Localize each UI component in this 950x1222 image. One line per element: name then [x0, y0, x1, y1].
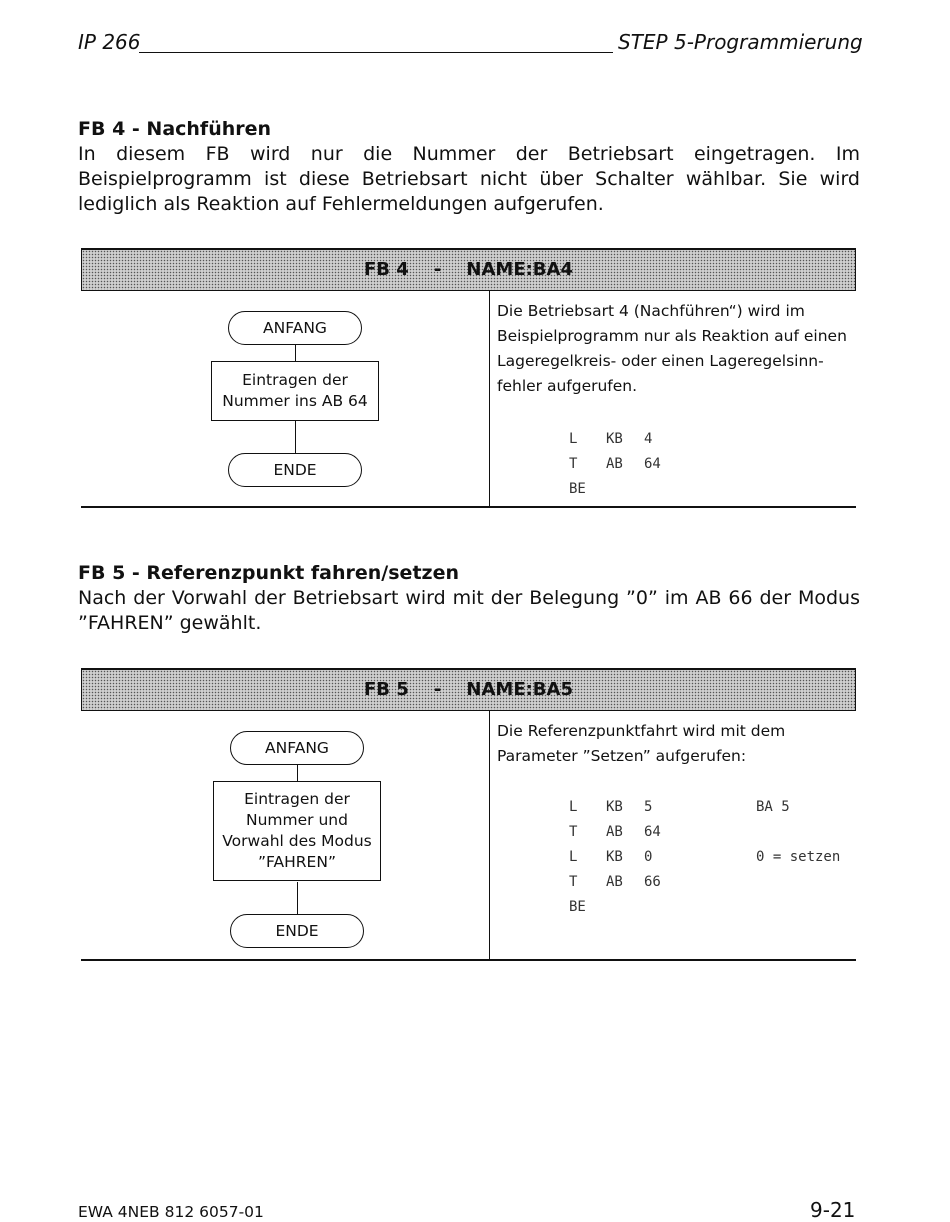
- section-body-fb5: Nach der Vorwahl der Betriebsart wird mit der Belegung ”0” im AB 66 der Modus ”FAHREN” gewählt.: [78, 587, 860, 634]
- fb4-start-terminal: ANFANG: [228, 311, 362, 345]
- fb4-flowchart: [81, 291, 490, 506]
- code-line: L KB 4: [569, 431, 653, 447]
- fb5-table-header: [81, 670, 856, 711]
- fb5-end-terminal: ENDE: [230, 914, 364, 948]
- fb5-connector-2: [297, 882, 298, 915]
- fb4-code-block: [569, 427, 756, 502]
- header-subtitle: STEP 5-Programmierung: [618, 30, 863, 54]
- fb4-connector-1: [295, 345, 296, 362]
- fb4-table: [81, 248, 856, 508]
- page-number: 9-21: [810, 1198, 856, 1222]
- fb5-table-body: [81, 711, 856, 959]
- code-line: BE: [569, 481, 586, 497]
- fb4-description: Die Betriebsart 4 (Nachführen“) wird im Beispielprogramm nur als Reaktion auf einen Lageregelkreis- oder einen Lageregelsinn-fehler aufgerufen.: [497, 302, 847, 395]
- code-line: L KB 5 BA 5: [569, 799, 790, 815]
- fb5-table: [81, 668, 856, 961]
- section-title-fb5: FB 5 - Referenzpunkt fahren/setzen: [78, 562, 459, 584]
- code-line: T AB 66: [569, 874, 661, 890]
- code-line: T AB 64: [569, 456, 661, 472]
- fb4-process-text: Eintragen der Nummer ins AB 64: [222, 371, 368, 410]
- fb5-connector-1: [297, 765, 298, 782]
- section-title-fb4: FB 4 - Nachführen: [78, 118, 272, 140]
- code-line: L KB 0 0 = setzen: [569, 849, 841, 865]
- fb4-table-header-text: FB 4 - NAME:BA4: [364, 259, 573, 280]
- fb5-flowchart: [81, 711, 490, 959]
- footer-document-id: EWA 4NEB 812 6057-01: [78, 1203, 264, 1221]
- fb5-process-text: Eintragen der Nummer und Vorwahl des Modus ”FAHREN”: [222, 790, 372, 871]
- fb4-process-box: [211, 361, 379, 421]
- fb5-start-terminal: ANFANG: [230, 731, 364, 765]
- fb5-table-header-text: FB 5 - NAME:BA5: [364, 679, 573, 700]
- fb4-table-body: [81, 291, 856, 506]
- section-body-fb4: In diesem FB wird nur die Nummer der Betriebsart eingetragen. Im Beispielprogramm ist diese Betriebsart nicht über Schalter wählbar. Sie wird lediglich als Reaktion auf Fehlermeldungen aufgerufen.: [78, 143, 860, 215]
- fb5-code-block: [569, 795, 840, 920]
- header-title: IP 266: [78, 30, 141, 54]
- fb5-process-box: [213, 781, 381, 881]
- code-line: BE: [569, 899, 586, 915]
- fb4-connector-2: [295, 421, 296, 453]
- fb4-end-terminal: ENDE: [228, 453, 362, 487]
- header-rule: [139, 52, 613, 53]
- fb4-table-header: [81, 250, 856, 291]
- code-line: T AB 64: [569, 824, 661, 840]
- fb5-description: Die Referenzpunktfahrt wird mit dem Parameter ”Setzen” aufgerufen:: [497, 722, 786, 765]
